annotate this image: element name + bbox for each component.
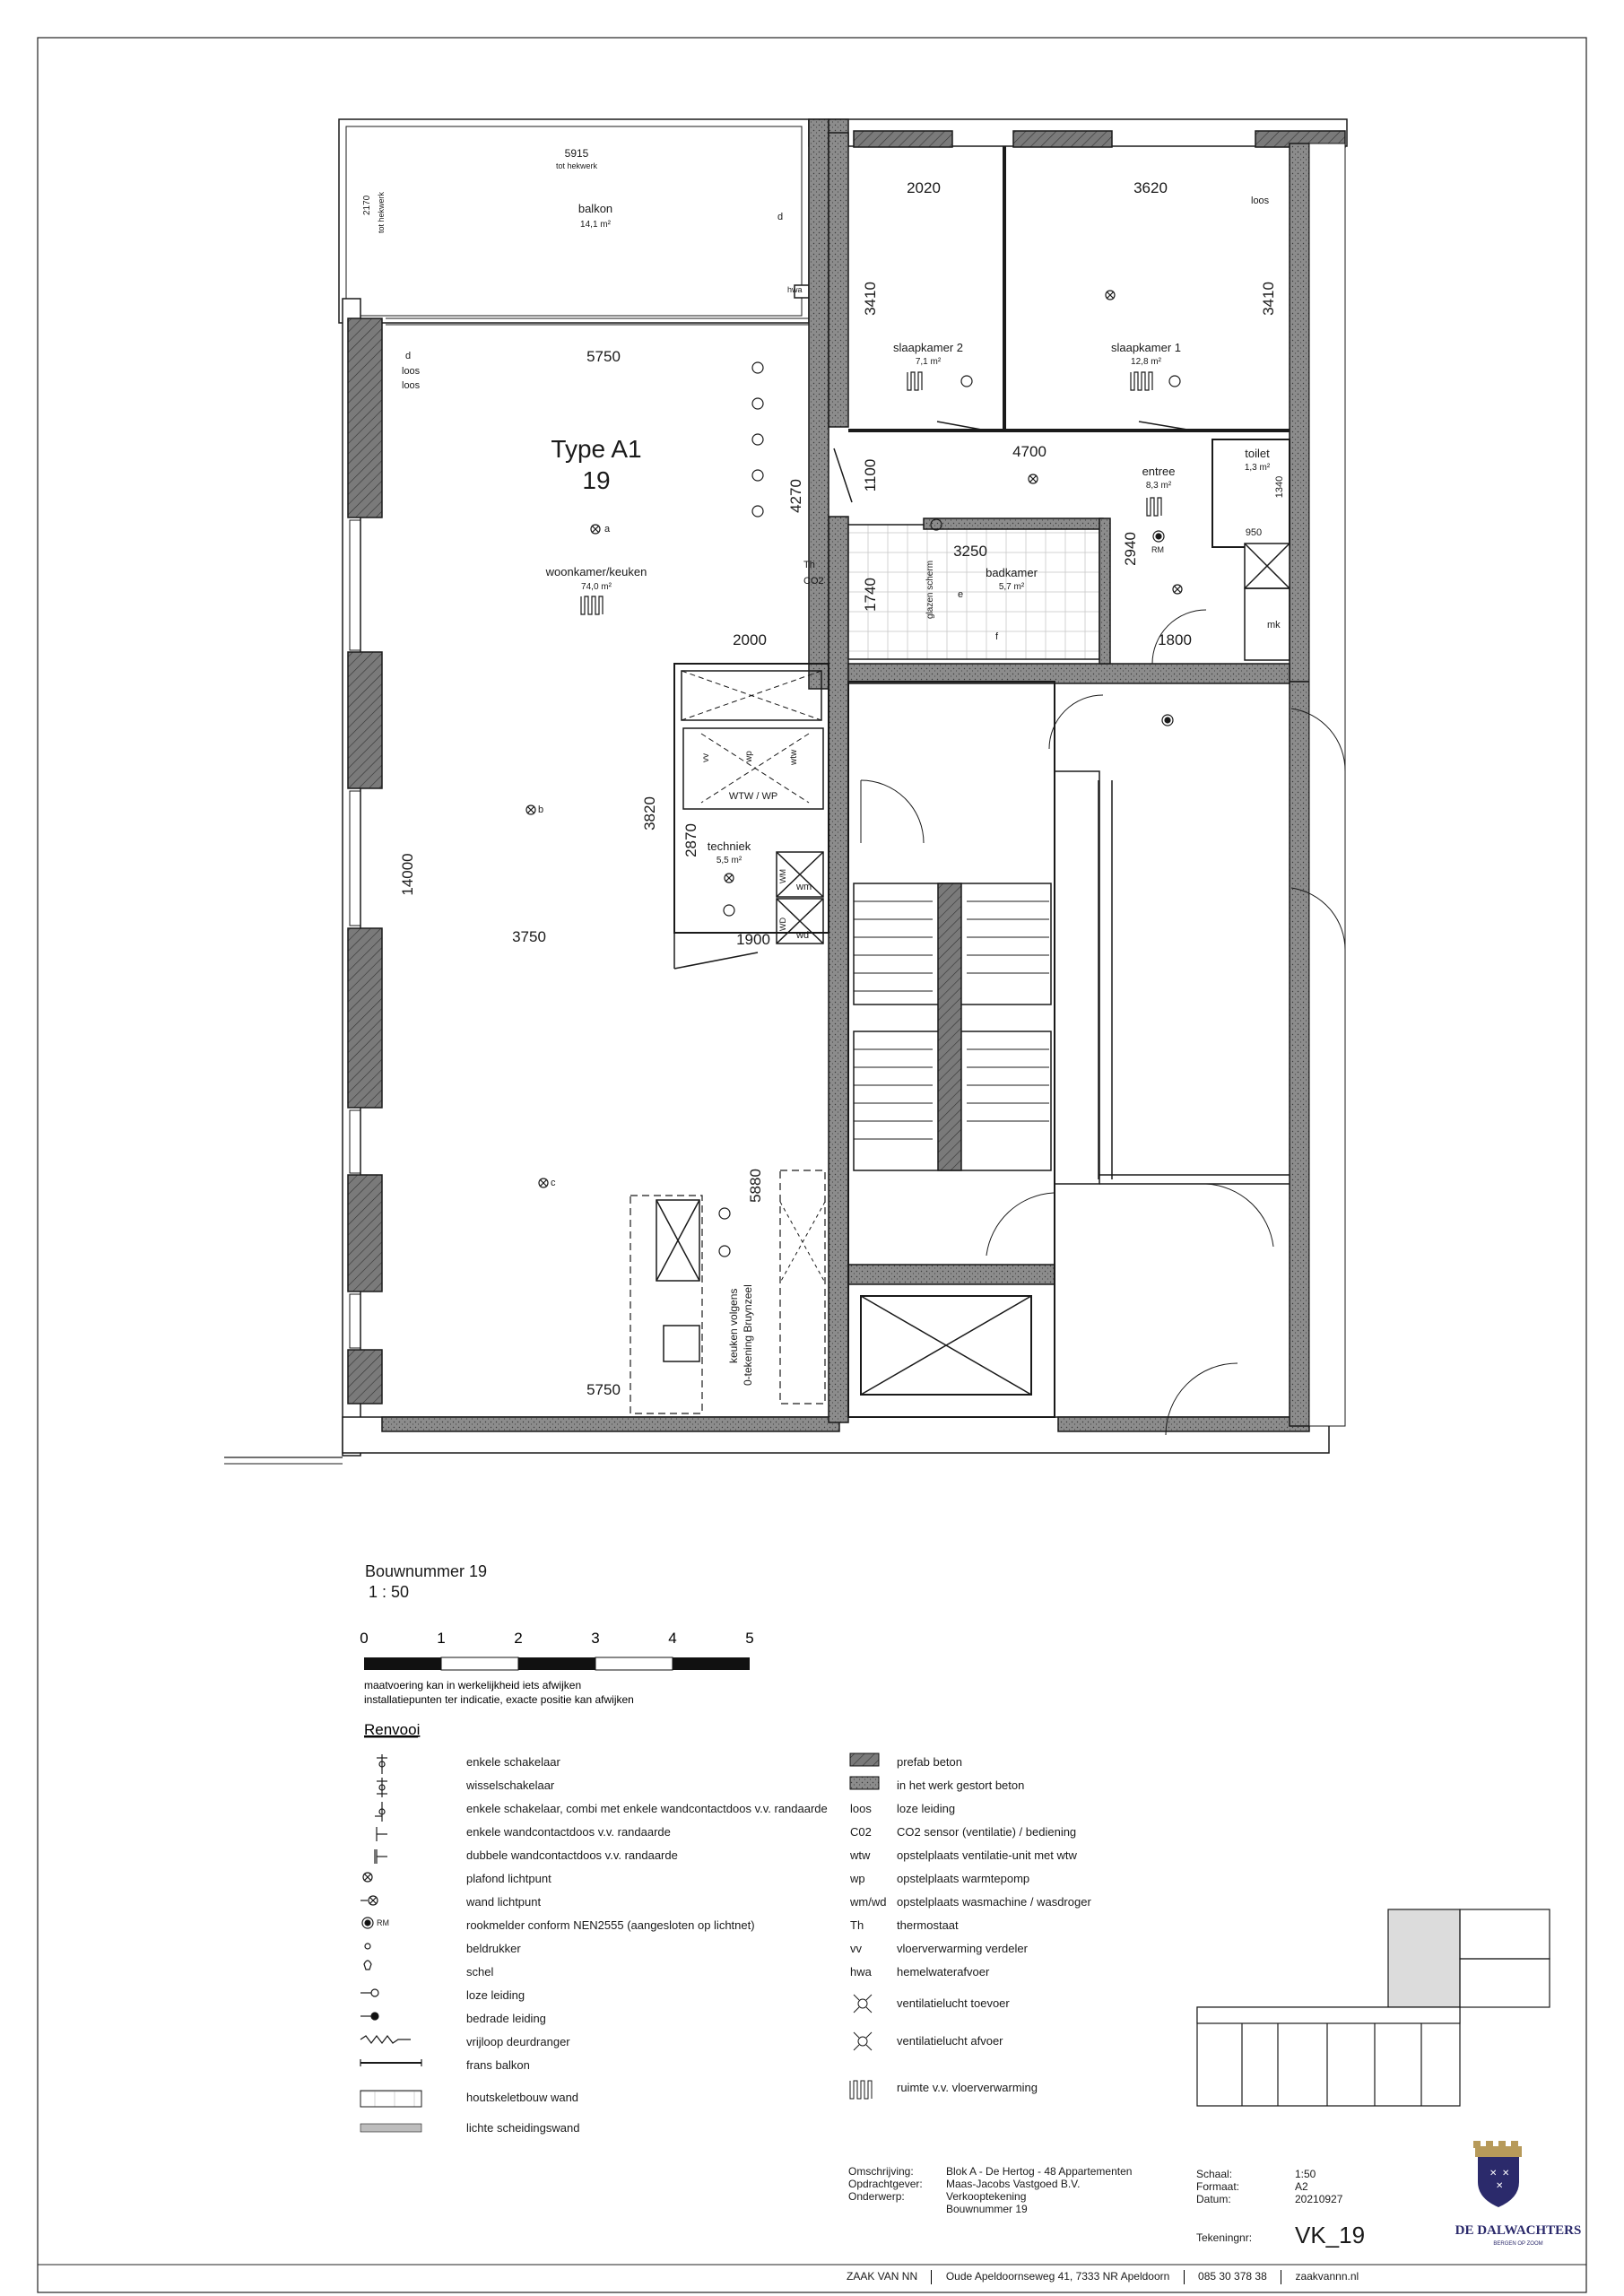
type-label: Type A1 (551, 435, 642, 463)
footer-address: Oude Apeldoornseweg 41, 7333 NR Apeldoorn (945, 2270, 1170, 2283)
smoke-detector-icon (1162, 715, 1173, 726)
room-entree-area: 8,3 m² (1145, 481, 1172, 491)
formaat-value: A2 (1295, 2180, 1308, 2193)
legend-code: wm/wd (850, 1895, 887, 1909)
smoke-detector-icon (362, 1918, 373, 1928)
legend-item: CO2 sensor (ventilatie) / bediening (897, 1825, 1077, 1839)
label-d2: d (777, 212, 784, 222)
chime-icon (364, 1961, 371, 1970)
footer-company: ZAAK VAN NN (847, 2270, 918, 2283)
dim-balcony-depth-note: tot hekwerk (377, 191, 386, 233)
dim-living-bottom: 5750 (586, 1381, 621, 1398)
cast-concrete-icon (850, 1777, 879, 1789)
ceiling-light-icon (363, 1873, 372, 1882)
legend-item: enkele schakelaar, combi met enkele wandcontactdoos v.v. randaarde (466, 1802, 828, 1815)
onderwerp-label: Onderwerp: (848, 2190, 905, 2203)
legend-item: dubbele wandcontactdoos v.v. randaarde (466, 1848, 678, 1862)
room-woonkamer-area: 74,0 m² (581, 582, 612, 592)
tekeningnr-label: Tekeningnr: (1196, 2231, 1253, 2244)
legend-item: ruimte v.v. vloerverwarming (897, 2081, 1038, 2094)
dim-entree-height: 2940 (1122, 532, 1139, 566)
double-socket-icon (375, 1849, 387, 1864)
french-balcony-icon (360, 2059, 421, 2066)
schaal-value: 1:50 (1295, 2168, 1316, 2180)
legend-item: vloerverwarming verdeler (897, 1942, 1028, 1955)
footer-phone: 085 30 378 38 (1198, 2270, 1267, 2283)
legend-item: opstelplaats wasmachine / wasdroger (897, 1895, 1091, 1909)
prefab-concrete-icon (850, 1753, 879, 1766)
project-label: Bouwnummer 19 (365, 1562, 488, 1580)
dim-sk2-width: 2020 (907, 179, 941, 196)
dim-bath-height: 1740 (862, 578, 879, 612)
omschrijving-label: Omschrijving: (848, 2165, 914, 2178)
unit-number: 19 (582, 466, 611, 494)
opdrachtgever-value: Maas-Jacobs Vastgoed B.V. (946, 2178, 1081, 2190)
dim-tech-w: 1900 (736, 931, 770, 948)
legend-item: opstelplaats warmtepomp (897, 1872, 1030, 1885)
room-slaapkamer2-name: slaapkamer 2 (892, 341, 964, 354)
label-wtw: wtw (789, 749, 799, 765)
kitchen-outline (630, 1196, 702, 1413)
two-way-switch-icon (377, 1778, 387, 1797)
scale-label: 1 : 50 (369, 1583, 410, 1601)
legend-item: lichte scheidingswand (466, 2121, 580, 2135)
room-techniek-name: techniek (707, 839, 751, 853)
legend-item: rookmelder conform NEN2555 (aangesloten op lichtnet) (466, 1918, 755, 1932)
opdrachtgever-label: Opdrachtgever: (848, 2178, 923, 2190)
floor-heating-icon (908, 372, 922, 390)
floor-heating-icon (850, 2081, 872, 2099)
room-badkamer-name: badkamer (986, 566, 1038, 579)
light-partition-icon (360, 2124, 421, 2132)
tekeningnr-value: VK_19 (1295, 2222, 1366, 2248)
dim-tech-outer: 3820 (641, 796, 658, 831)
empty-conduit-icon (360, 1989, 378, 1996)
label-co2: CO2 (803, 576, 824, 587)
legend-heading: Renvooi (364, 1721, 421, 1738)
legend-code: wp (850, 1872, 865, 1885)
label-f: f (995, 631, 999, 642)
legend-item: schel (466, 1965, 494, 1979)
label-loos-2: loos (402, 380, 421, 391)
logo-sub: BERGEN OP ZOOM (1493, 2241, 1543, 2247)
label-wd-box: WD (778, 918, 787, 931)
room-entree-name: entree (1142, 465, 1176, 478)
single-switch-icon (377, 1754, 387, 1774)
legend-item: wand lichtpunt (466, 1895, 542, 1909)
room-toilet-area: 1,3 m² (1244, 463, 1271, 473)
scale-tick-0: 0 (360, 1630, 369, 1647)
dim-sk2-height: 3410 (862, 282, 879, 316)
legend-item: bedrade leiding (466, 2012, 546, 2025)
label-wm: wm (796, 882, 812, 892)
wall-light-icon (360, 1896, 378, 1905)
svg-text:✕: ✕ (1489, 2169, 1498, 2179)
key-plan (1197, 1909, 1550, 2106)
scale-tick-2: 2 (514, 1630, 523, 1647)
legend-code: loos (850, 1802, 872, 1815)
legend-item: opstelplaats ventilatie-unit met wtw (897, 1848, 1077, 1862)
legend-code: C02 (850, 1825, 872, 1839)
datum-value: 20210927 (1295, 2193, 1343, 2205)
label-b: b (538, 804, 544, 815)
switch-socket-combo-icon (375, 1802, 385, 1822)
dim-living-top: 5750 (586, 348, 621, 365)
ceiling-light-icon (526, 805, 535, 814)
legend-code: hwa (850, 1965, 872, 1979)
dim-toilet-width: 950 (1245, 527, 1263, 538)
legend-item: enkele wandcontactdoos v.v. randaarde (466, 1825, 671, 1839)
label-kitchen-note1: keuken volgens (727, 1288, 740, 1363)
footer-web: zaakvannn.nl (1295, 2270, 1359, 2283)
room-toilet-name: toilet (1245, 447, 1270, 460)
legend-item: vrijloop deurdranger (466, 2035, 570, 2048)
legend-code: Th (850, 1918, 864, 1932)
dim-sk1-height: 3410 (1260, 282, 1277, 316)
label-hwa: hwa (787, 285, 803, 294)
legend-item: beldrukker (466, 1942, 521, 1955)
legend-item: loze leiding (897, 1802, 956, 1815)
dim-tech-h: 2870 (682, 823, 699, 857)
scale-tick-3: 3 (591, 1630, 600, 1647)
label-wp: wp (744, 751, 754, 762)
rm-symbol-label: RM (377, 1918, 389, 1927)
legend-left (360, 1754, 828, 2135)
legend-item: hemelwaterafvoer (897, 1965, 990, 1979)
room-slaapkamer1-area: 12,8 m² (1131, 357, 1161, 367)
doorbell-icon (365, 1944, 370, 1949)
dim-hall-height: 1100 (862, 458, 879, 492)
dim-toilet-height: 1340 (1274, 475, 1285, 499)
legend-item: thermostaat (897, 1918, 959, 1932)
label-wm-box: WM (778, 869, 787, 883)
label-loos-3: loos (1251, 196, 1270, 206)
label-loos-1: loos (402, 366, 421, 377)
dim-balcony-note: tot hekwerk (555, 161, 598, 170)
label-d: d (405, 351, 412, 361)
floor-heating-icon (1147, 498, 1161, 516)
room-balkon-name: balkon (578, 202, 613, 215)
legend-code: vv (850, 1942, 862, 1955)
vent-exhaust-icon (854, 2032, 872, 2050)
room-slaapkamer1-name: slaapkamer 1 (1110, 341, 1182, 354)
legend-item: frans balkon (466, 2058, 530, 2072)
dim-kitchen-gap: 2000 (733, 631, 767, 648)
label-rm: RM (1151, 545, 1164, 554)
scale-bar (360, 1630, 753, 1670)
label-mk: mk (1267, 620, 1281, 631)
label-glass-screen: glazen scherm (925, 560, 935, 619)
ceiling-light-icon (539, 1178, 548, 1187)
label-wtw-wp: WTW / WP (728, 791, 778, 802)
label-wd: wd (796, 930, 810, 941)
footer (847, 2270, 1359, 2284)
svg-text:✕: ✕ (1502, 2169, 1510, 2179)
room-woonkamer-name: woonkamer/keuken (545, 565, 647, 578)
scale-tick-4: 4 (668, 1630, 677, 1647)
room-badkamer-area: 5,7 m² (998, 582, 1025, 592)
wired-conduit-icon (360, 2013, 378, 2020)
legend-item: loze leiding (466, 1988, 525, 2002)
legend-item: in het werk gestort beton (897, 1779, 1025, 1792)
legend-item: enkele schakelaar (466, 1755, 560, 1769)
legend-item: prefab beton (897, 1755, 963, 1769)
timber-frame-wall-icon (360, 2091, 421, 2107)
dim-living-height: 14000 (399, 853, 416, 896)
ceiling-light-icon (1106, 291, 1115, 300)
label-e: e (958, 589, 964, 600)
room-techniek-area: 5,5 m² (716, 856, 743, 865)
label-vv: vv (701, 753, 711, 762)
dim-balcony-depth: 2170 (362, 195, 372, 215)
note-2: installatiepunten ter indicatie, exacte positie kan afwijken (364, 1693, 634, 1706)
dim-entree-width: 1800 (1158, 631, 1192, 648)
ceiling-light-icon (725, 874, 734, 883)
onderwerp-value-2: Bouwnummer 19 (946, 2203, 1028, 2215)
legend-code: wtw (850, 1848, 871, 1862)
ceiling-light-icon (1173, 585, 1182, 594)
ceiling-light-icon (591, 525, 600, 534)
omschrijving-value: Blok A - De Hertog - 48 Appartementen (946, 2165, 1133, 2178)
dim-living-mid: 3750 (512, 928, 546, 945)
dim-balcony-width: 5915 (564, 147, 589, 160)
onderwerp-value: Verkooptekening (946, 2190, 1027, 2203)
label-th: Th (803, 560, 815, 570)
dim-kitchen-len: 5880 (747, 1169, 764, 1203)
label-c: c (551, 1178, 556, 1188)
label-kitchen-note2: 0-tekening Bruynzeel (742, 1284, 754, 1386)
legend-item: ventilatielucht afvoer (897, 2034, 1003, 2048)
dim-hall-left: 4270 (787, 479, 804, 513)
vent-supply-icon (854, 1995, 872, 2013)
legend-item: houtskeletbouw wand (466, 2091, 579, 2104)
legend-right (849, 1753, 1091, 2099)
legend-item: plafond lichtpunt (466, 1872, 551, 1885)
schaal-label: Schaal: (1196, 2168, 1233, 2180)
dalwachters-logo (1455, 2141, 1582, 2247)
formaat-label: Formaat: (1196, 2180, 1240, 2193)
scale-tick-5: 5 (745, 1630, 754, 1647)
ceiling-light-icon (1029, 474, 1038, 483)
floor-plan (224, 119, 1347, 1464)
logo-name: DE DALWACHTERS (1455, 2223, 1582, 2238)
note-1: maatvoering kan in werkelijkheid iets afwijken (364, 1679, 582, 1692)
smoke-detector-icon (1153, 531, 1164, 542)
scale-tick-1: 1 (437, 1630, 446, 1647)
dim-sk1-width: 3620 (1133, 179, 1168, 196)
single-socket-icon (377, 1827, 387, 1841)
label-a: a (604, 524, 611, 535)
dim-bath-width: 3250 (953, 543, 987, 560)
door-closer-icon (360, 2036, 411, 2043)
room-slaapkamer2-area: 7,1 m² (915, 357, 942, 367)
room-balkon-area: 14,1 m² (580, 220, 611, 230)
legend-item: ventilatielucht toevoer (897, 1996, 1010, 2010)
floor-heating-icon (581, 596, 603, 614)
floor-heating-icon (1131, 372, 1152, 390)
legend-item: wisselschakelaar (466, 1779, 555, 1792)
datum-label: Datum: (1196, 2193, 1231, 2205)
title-block (848, 2165, 1365, 2248)
dim-hall-width: 4700 (1012, 443, 1046, 460)
svg-text:✕: ✕ (1496, 2181, 1504, 2191)
